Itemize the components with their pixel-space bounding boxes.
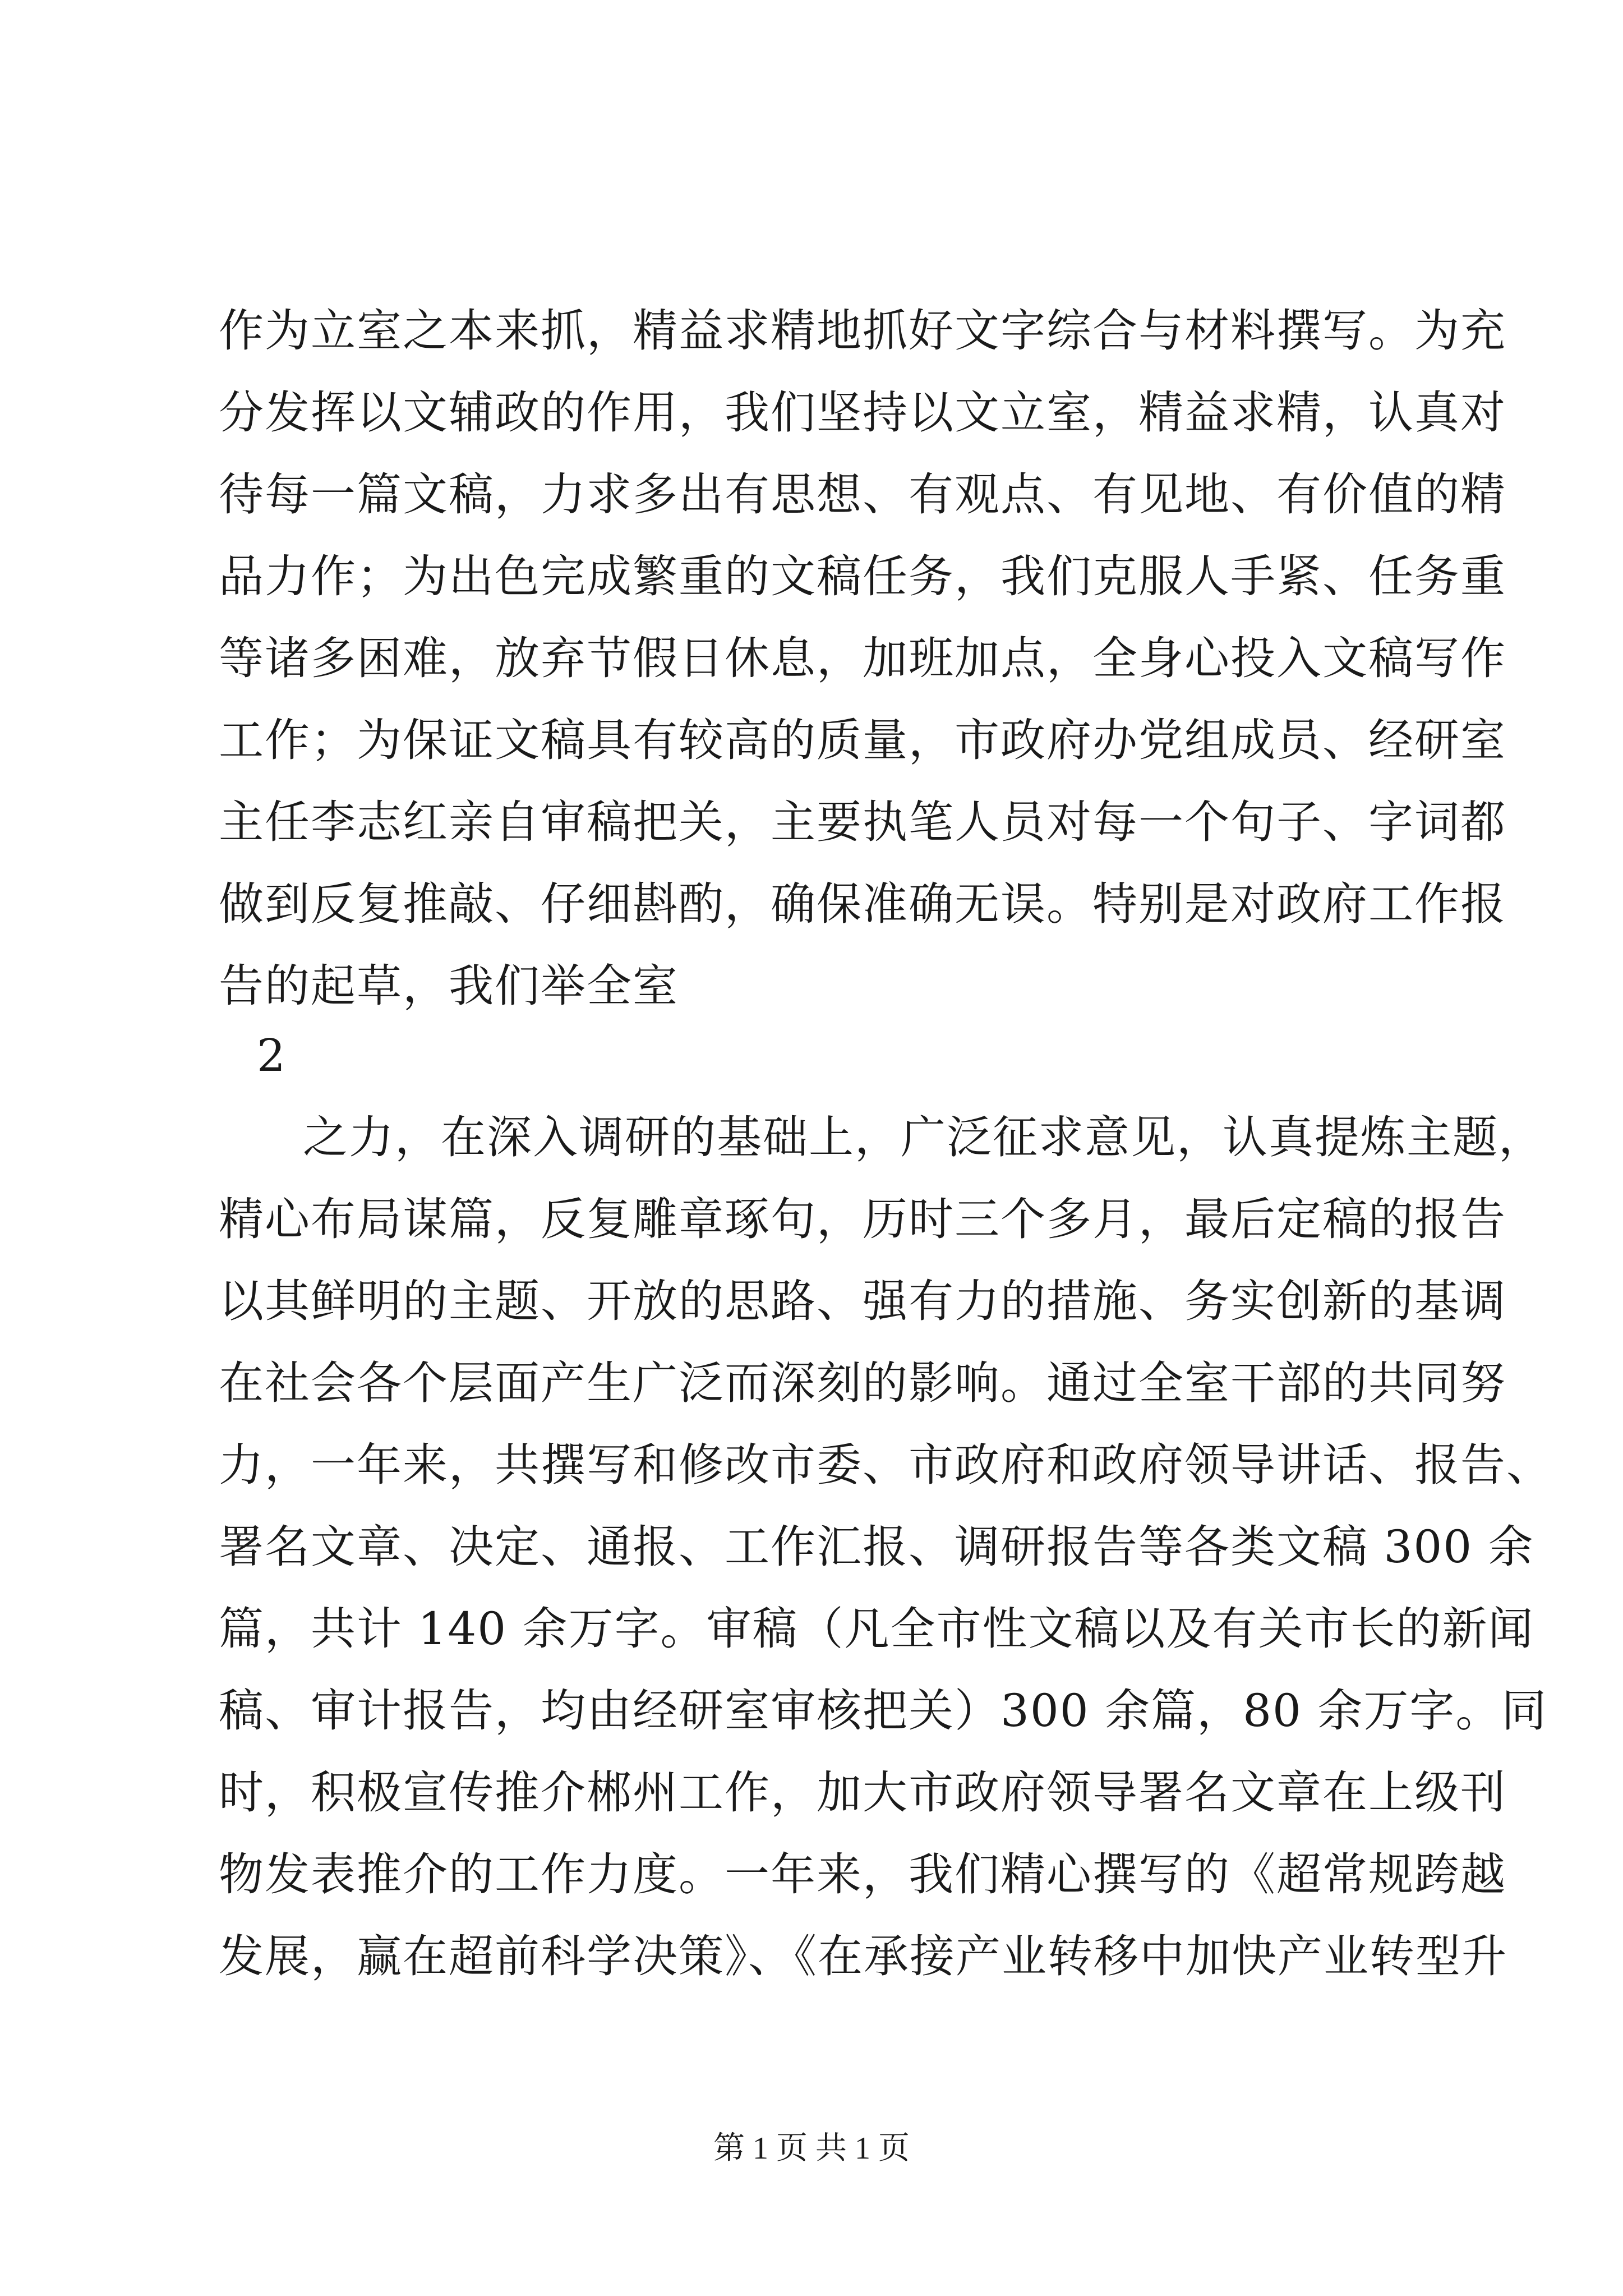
paragraph-2-line: 时，积极宣传推介郴州工作，加大市政府领导署名文章在上级刊 [219,1766,1506,1819]
paragraph-1-line: 做到反复推敲、仔细斟酌，确保准确无误。特别是对政府工作报 [219,878,1506,930]
paragraph-2-line: 精心布局谋篇，反复雕章琢句，历时三个多月，最后定稿的报告 [219,1193,1506,1245]
paragraph-2-line: 稿、审计报告，均由经研室审核把关）300 余篇，80 余万字。同 [219,1685,1548,1737]
paragraph-2-line: 篇，共计 140 余万字。审稿（凡全市性文稿以及有关市长的新闻 [219,1603,1534,1655]
paragraph-2-line: 力，一年来，共撰写和修改市委、市政府和政府领导讲话、报告、 [219,1439,1552,1491]
paragraph-1-line: 待每一篇文稿，力求多出有思想、有观点、有见地、有价值的精 [219,468,1506,521]
paragraph-1-line: 告的起草，我们举全室 [219,960,679,1012]
paragraph-2-line: 署名文章、决定、通报、工作汇报、调研报告等各类文稿 300 余 [219,1521,1534,1573]
paragraph-2-line: 物发表推介的工作力度。一年来，我们精心撰写的《超常规跨越 [219,1848,1506,1901]
paragraph-2-line: 发展，赢在超前科学决策》、《在承接产业转移中加快产业转型升 [219,1930,1507,1982]
paragraph-2-line: 之力，在深入调研的基础上，广泛征求意见，认真提炼主题， [303,1111,1544,1163]
page-number: 2 [257,1029,285,1082]
paragraph-1-line: 主任李志红亲自审稿把关，主要执笔人员对每一个句子、字词都 [219,796,1506,848]
paragraph-1-line: 工作；为保证文稿具有较高的质量，市政府办党组成员、经研室 [219,714,1506,766]
paragraph-1-line: 分发挥以文辅政的作用，我们坚持以文立室，精益求精，认真对 [219,386,1506,439]
paragraph-2-line: 以其鲜明的主题、开放的思路、强有力的措施、务实创新的基调 [219,1275,1506,1327]
paragraph-2-line: 在社会各个层面产生广泛而深刻的影响。通过全室干部的共同努 [219,1357,1506,1409]
paragraph-1-line: 等诸多困难，放弃节假日休息，加班加点，全身心投入文稿写作 [219,632,1506,684]
page-footer: 第 1 页 共 1 页 [713,2131,910,2166]
paragraph-1-line: 品力作；为出色完成繁重的文稿任务，我们克服人手紧、任务重 [219,550,1506,602]
paragraph-1-line: 作为立室之本来抓，精益求精地抓好文字综合与材料撰写。为充 [219,305,1506,357]
